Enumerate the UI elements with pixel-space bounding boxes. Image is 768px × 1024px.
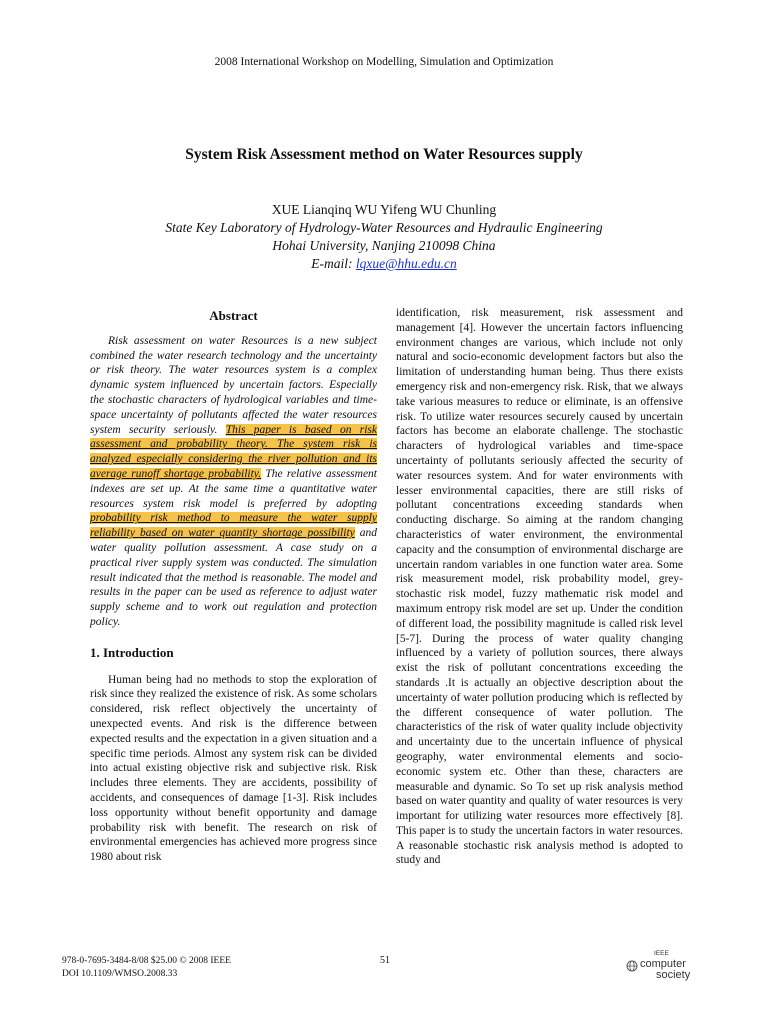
logo-ieee-text: IEEE	[654, 950, 669, 957]
introduction-paragraph-1: Human being had no methods to stop the exploration of risk since they realized the existence of risk. As some scholars considered, risk reflect objectively the uncertainty of unexpected events. And risk is the difference between expected results and the expectation in a given situation and a specific time periods. Almost any system risk can be divided into actual existing objective risk and subjective risk. Risk includes three elements. They are accidents, possibility of accidents, and consequences of damage [1-3]. Risk includes loss opportunity without benefit opportunity and damage probability risk with benefit. The research on risk of environmental emergencies has achieved more progress since 1980 about risk	[90, 673, 377, 864]
abstract-heading: Abstract	[209, 308, 258, 323]
affiliation-line-1: State Key Laboratory of Hydrology-Water Resources and Hydraulic Engineering	[165, 220, 603, 235]
left-column	[90, 309, 377, 865]
abstract-text-3: and water quality pollution assessment. A case study on a practical river supply system was conducted. The simulation result indicated that the method is reasonable. The model and results in the paper can be used as reference to adjust water supply scheme and to work out regulation and protection policy.	[90, 527, 378, 628]
paper-title: System Risk Assessment method on Water Resources supply	[185, 146, 583, 163]
logo-society-text: society	[656, 969, 691, 981]
right-column	[396, 306, 683, 868]
email-label: E-mail:	[311, 256, 356, 271]
footer-publication-info	[62, 955, 231, 981]
footer-doi: DOI 10.1109/WMSO.2008.33	[62, 969, 178, 979]
computer-society-logo	[626, 949, 716, 983]
footer-isbn: 978-0-7695-3484-8/08 $25.00 © 2008 IEEE	[62, 956, 231, 966]
introduction-paragraph-continued: identification, risk measurement, risk assessment and management [4]. However the uncertain factors influencing environment changes are various, which include not only natural and socio-economic development factors but also the limitation of understanding human being. Thus there exists emergency risk and non-emergency risk. Risk, that we always take various measures to reduce or eliminate, is an offensive risk. To utilize water resources securely caused by uncertain factors has become an elaborate challenge. The stochastic characters of hydrological variables and time-space uncertainty of pollutants seriously affected the security of water resources system. And for water environments with lesser environmental capacities, there are still risks of pollutant concentrations exceeding standards when conducting discharge. So aiming at the random changing characteristics of water environment, the environmental capacity and the consumption of environmental discharge are uncertain random variables in one function water area. Some risk measurement model, risk probability model, grey-stochastic risk model, fuzzy mathematic risk model and maximum entropy risk model are set up. Under the condition of different load, the possibility magnitude is called risk level [5-7]. During the process of water quality changing influenced by a variety of pollution sources, there always exist the risk of pollutant concentrations exceeding the standards .It is actually an objective description about the uncertainty of water pollution producing which is reflected by the different consequence of water pollution. The characteristics of the risk of water quality include objectivity and uncertainty due to the uncertain influence of physical geography, water environmental elements and socio-economic system etc. Other than these, characters are measurable and dynamic. So To set up risk analysis method based on water quantity and quality of water resources is very important for utilizing water resources more effectively [8]. This paper is to study the uncertain factors in water resources. A reasonable stochastic risk analysis method is adopted to study and	[396, 307, 683, 867]
abstract-body	[90, 334, 377, 630]
email-link[interactable]: lqxue@hhu.edu.cn	[355, 256, 457, 271]
introduction-heading: 1. Introduction	[90, 644, 174, 660]
affiliation-line-2: Hohai University, Nanjing 210098 China	[272, 238, 496, 253]
conference-header: 2008 International Workshop on Modelling, Simulation and Optimization	[214, 56, 554, 68]
logo-computer-text: computer	[640, 958, 686, 970]
abstract-text-2: The relative assessment indexes are set up. At the same time a quantitative water resources system risk model is preferred by adopting	[90, 467, 378, 510]
email-line	[0, 256, 768, 272]
abstract-highlight-2: probability risk method to measure the water supply reliability based on water quantity shortage possibility	[90, 512, 377, 540]
author-list: XUE Lianqinq WU Yifeng WU Chunling	[271, 202, 497, 217]
globe-icon	[626, 960, 638, 972]
page-number: 51	[380, 955, 390, 966]
abstract-highlight-1: This paper is based on risk assessment and probability theory. The system risk is analyzed especially considering the river pollution and its average runoff shortage probability.	[90, 423, 377, 480]
abstract-text-1: Risk assessment on water Resources is a new subject combined the water research technology and the uncertainty or risk theory. The water resources system is a complex dynamic system influenced by uncertain factors. Especially the stochastic characters of hydrological variables and time-space uncertainty of pollutants affected the water resources system security seriously.	[90, 334, 377, 436]
